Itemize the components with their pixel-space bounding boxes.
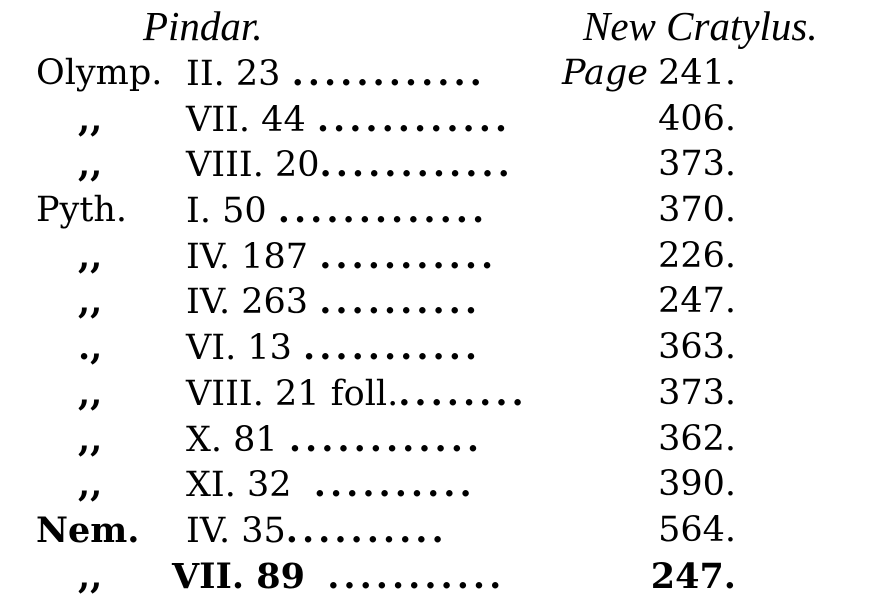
page-number: 390. bbox=[658, 464, 736, 505]
index-row bbox=[0, 279, 873, 325]
work-abbreviation: Olymp. bbox=[36, 53, 163, 93]
work-abbreviation: Nem. bbox=[36, 509, 140, 551]
ditto-mark: ,, bbox=[78, 418, 103, 460]
citation bbox=[186, 462, 606, 509]
dot-leader: ........ bbox=[398, 372, 528, 414]
ditto-mark: ,, bbox=[78, 555, 103, 597]
index-row bbox=[0, 371, 873, 417]
dot-leader: ............ bbox=[316, 98, 512, 140]
ditto-mark: ,, bbox=[78, 144, 103, 186]
dot-leader: ............ bbox=[319, 144, 514, 186]
index-row bbox=[0, 325, 873, 371]
page-number: 370. bbox=[658, 190, 736, 231]
citation bbox=[186, 97, 606, 144]
citation-reference: VIII. 21 foll. bbox=[186, 373, 399, 414]
index-row bbox=[0, 234, 873, 280]
page-number: 363. bbox=[658, 327, 736, 368]
index-row bbox=[0, 97, 873, 143]
ditto-mark: ,, bbox=[78, 235, 103, 277]
dot-leader: .......... bbox=[319, 281, 482, 323]
citation-reference: X. 81 bbox=[186, 419, 278, 460]
index-row bbox=[0, 51, 873, 97]
citation-reference: IV. 263 bbox=[186, 282, 309, 323]
index-row bbox=[0, 417, 873, 463]
dot-leader: ........... bbox=[303, 327, 482, 369]
page-number: 373. bbox=[658, 372, 736, 413]
citation-reference: VII. 44 bbox=[186, 99, 306, 140]
dot-leader: .......... bbox=[313, 464, 476, 506]
page-number: 226. bbox=[658, 235, 736, 276]
citation-reference: IV. 35 bbox=[186, 510, 286, 551]
page-number: 247. bbox=[650, 555, 736, 597]
page-number: 247. bbox=[658, 281, 736, 322]
page-label: Page bbox=[562, 53, 648, 93]
citation bbox=[186, 417, 606, 464]
page-number: 241. bbox=[658, 53, 736, 93]
citation-reference: II. 23 bbox=[186, 54, 281, 94]
index-row bbox=[0, 554, 873, 600]
page-number: 362. bbox=[658, 418, 736, 459]
index-row bbox=[0, 188, 873, 234]
page-number: 373. bbox=[658, 144, 736, 185]
ditto-mark: ,, bbox=[78, 281, 103, 323]
ditto-mark: ., bbox=[78, 327, 103, 369]
citation bbox=[186, 188, 606, 235]
work-abbreviation: Pyth. bbox=[36, 190, 128, 231]
ditto-mark: ,, bbox=[78, 464, 103, 506]
page-number: 564. bbox=[658, 509, 736, 550]
citation bbox=[186, 325, 606, 372]
citation bbox=[186, 142, 606, 189]
citation bbox=[186, 51, 606, 98]
ditto-mark: ,, bbox=[78, 372, 103, 414]
ditto-mark: ,, bbox=[78, 98, 103, 140]
index-table bbox=[0, 51, 873, 599]
citation bbox=[186, 234, 606, 281]
citation-reference: I. 50 bbox=[186, 191, 267, 232]
citation-reference: VI. 13 bbox=[186, 328, 292, 369]
citation bbox=[186, 508, 606, 555]
dot-leader: ............ bbox=[288, 418, 484, 460]
page-number: 406. bbox=[658, 98, 736, 139]
column-header-pindar: Pindar. bbox=[143, 3, 263, 49]
citation-reference: IV. 187 bbox=[186, 236, 309, 277]
dot-leader: ............ bbox=[291, 53, 486, 94]
index-row bbox=[0, 142, 873, 188]
index-row bbox=[0, 462, 873, 508]
dot-leader: ............. bbox=[277, 190, 489, 232]
dot-leader: ........... bbox=[327, 555, 506, 597]
column-header-new-cratylus: New Cratylus. bbox=[583, 3, 818, 49]
citation bbox=[172, 554, 592, 600]
index-row bbox=[0, 508, 873, 554]
citation-reference: VIII. 20 bbox=[186, 145, 320, 186]
citation-reference: XI. 32 bbox=[186, 465, 292, 506]
citation bbox=[186, 279, 606, 326]
dot-leader: ........... bbox=[319, 235, 498, 277]
citation bbox=[186, 371, 606, 418]
dot-leader: .......... bbox=[285, 509, 448, 551]
citation-reference: VII. 89 bbox=[172, 555, 305, 597]
